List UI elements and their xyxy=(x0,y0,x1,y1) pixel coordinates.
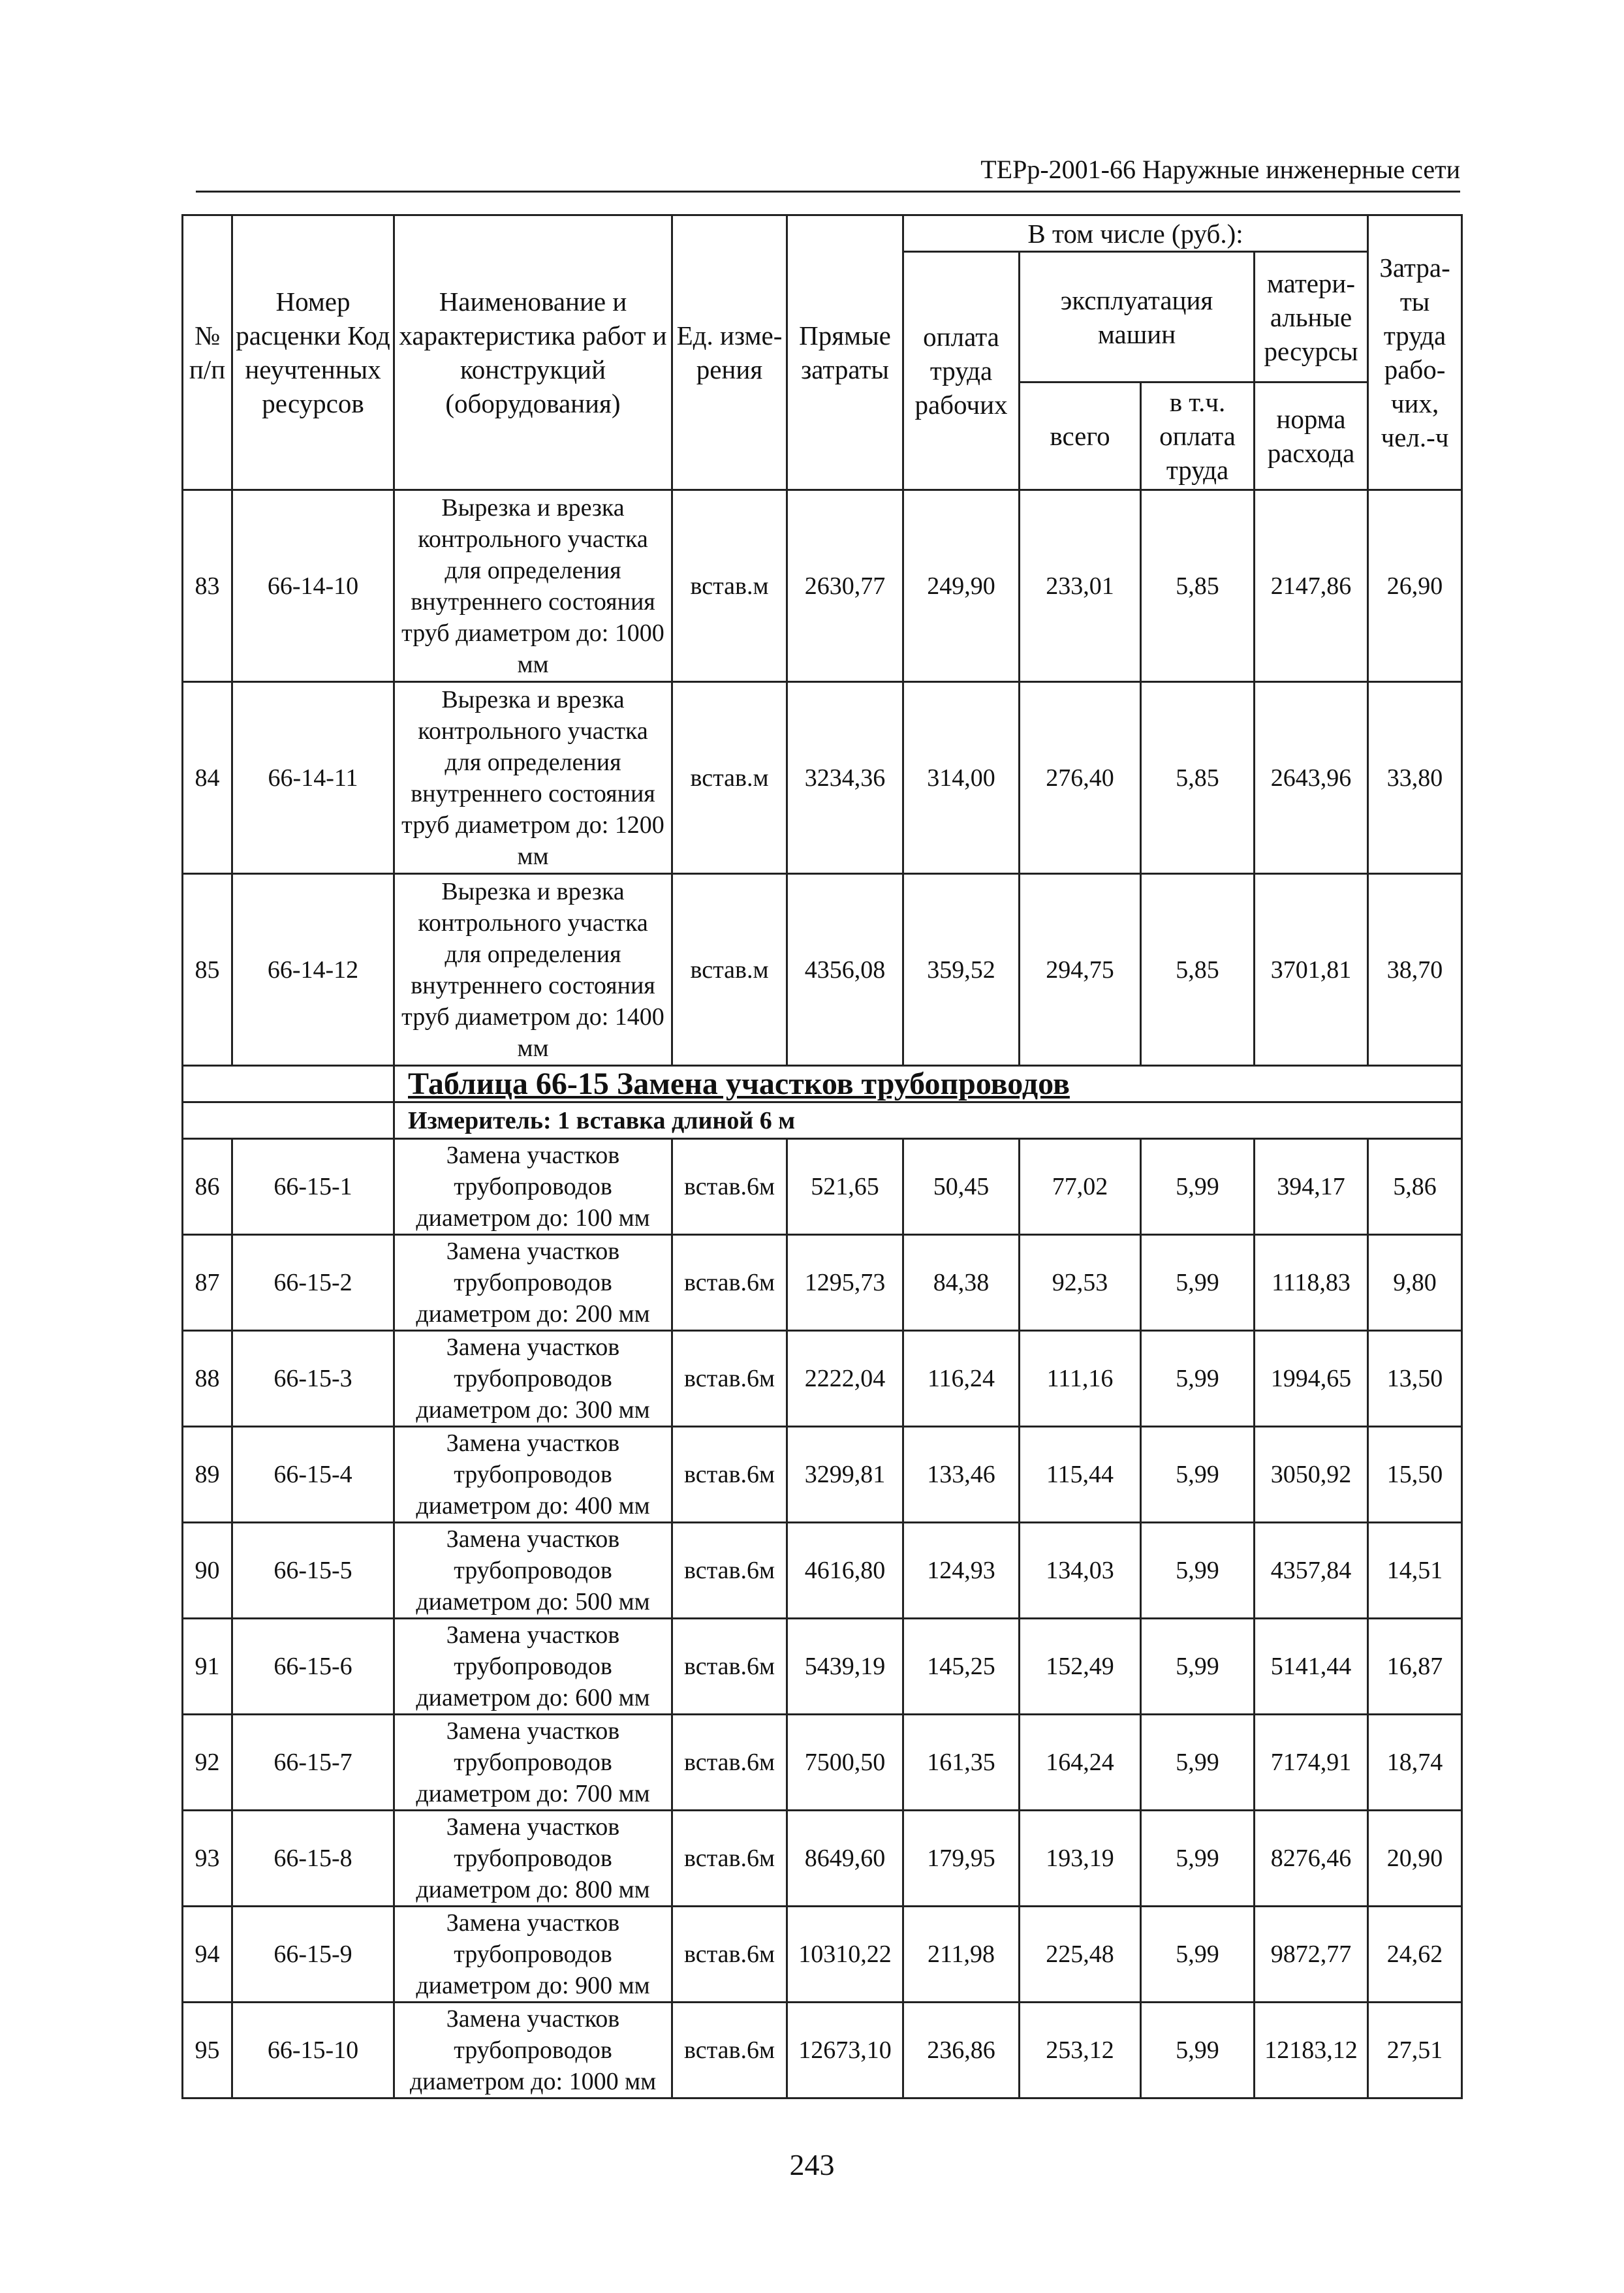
row-pay: 124,93 xyxy=(903,1523,1020,1619)
col-num-header: № п/п xyxy=(183,215,232,490)
row-direct: 5439,19 xyxy=(787,1619,903,1715)
row-num: 94 xyxy=(183,1907,232,2003)
row-num: 84 xyxy=(183,682,232,874)
row-mach-pay: 5,99 xyxy=(1141,1331,1255,1427)
row-name: Замена участков трубопроводов диаметром до: 700 мм xyxy=(394,1715,672,1811)
row-direct: 7500,50 xyxy=(787,1715,903,1811)
page-header-text: ТЕРр-2001-66 Наружные инженерные сети xyxy=(980,155,1460,184)
row-mach: 225,48 xyxy=(1020,1907,1141,2003)
row-mach-pay: 5,99 xyxy=(1141,1907,1255,2003)
row-pay: 50,45 xyxy=(903,1139,1020,1235)
row-mach-pay: 5,99 xyxy=(1141,1139,1255,1235)
row-direct: 521,65 xyxy=(787,1139,903,1235)
incl-header: В том числе (руб.): xyxy=(903,215,1368,252)
row-name: Замена участков трубопроводов диаметром до: 900 мм xyxy=(394,1907,672,2003)
row-unit: встав.6м xyxy=(672,1907,787,2003)
row-mat: 394,17 xyxy=(1255,1139,1368,1235)
row-mach-pay: 5,99 xyxy=(1141,1523,1255,1619)
row-code: 66-15-7 xyxy=(232,1715,394,1811)
row-code: 66-15-3 xyxy=(232,1331,394,1427)
row-code: 66-15-9 xyxy=(232,1907,394,2003)
row-mach-pay: 5,85 xyxy=(1141,682,1255,874)
row-pay: 133,46 xyxy=(903,1427,1020,1523)
row-mach-pay: 5,99 xyxy=(1141,1811,1255,1907)
row-mach-pay: 5,85 xyxy=(1141,874,1255,1066)
table-row xyxy=(183,1811,1462,1907)
row-mach: 253,12 xyxy=(1020,2003,1141,2098)
col-machines-header: эксплуатация машин xyxy=(1020,252,1255,382)
row-unit: встав.6м xyxy=(672,1811,787,1907)
row-mat: 2147,86 xyxy=(1255,490,1368,682)
row-mach: 193,19 xyxy=(1020,1811,1141,1907)
col-direct-header: Прямые затраты xyxy=(787,215,903,490)
row-mat: 9872,77 xyxy=(1255,1907,1368,2003)
row-name: Замена участков трубопроводов диаметром до: 500 мм xyxy=(394,1523,672,1619)
row-num: 92 xyxy=(183,1715,232,1811)
row-code: 66-14-12 xyxy=(232,874,394,1066)
row-pay: 359,52 xyxy=(903,874,1020,1066)
row-mach: 77,02 xyxy=(1020,1139,1141,1235)
row-name: Замена участков трубопроводов диаметром до: 600 мм xyxy=(394,1619,672,1715)
row-num: 89 xyxy=(183,1427,232,1523)
row-direct: 8649,60 xyxy=(787,1811,903,1907)
row-direct: 3234,36 xyxy=(787,682,903,874)
row-mat: 7174,91 xyxy=(1255,1715,1368,1811)
row-unit: встав.6м xyxy=(672,1331,787,1427)
col-labor-header: Затра-ты труда рабо-чих, чел.-ч xyxy=(1368,215,1462,490)
section-title: Таблица 66-15 Замена участков трубопроводов xyxy=(408,1066,1070,1101)
row-mach: 134,03 xyxy=(1020,1523,1141,1619)
row-pay: 145,25 xyxy=(903,1619,1020,1715)
row-unit: встав.м xyxy=(672,874,787,1066)
row-unit: встав.6м xyxy=(672,2003,787,2098)
row-pay: 211,98 xyxy=(903,1907,1020,2003)
row-num: 90 xyxy=(183,1523,232,1619)
row-mach: 294,75 xyxy=(1020,874,1141,1066)
row-labor: 33,80 xyxy=(1368,682,1462,874)
row-mach-pay: 5,99 xyxy=(1141,1235,1255,1331)
row-labor: 14,51 xyxy=(1368,1523,1462,1619)
row-mat: 1118,83 xyxy=(1255,1235,1368,1331)
row-labor: 20,90 xyxy=(1368,1811,1462,1907)
row-num: 88 xyxy=(183,1331,232,1427)
row-labor: 16,87 xyxy=(1368,1619,1462,1715)
col-mach-total-header: всего xyxy=(1020,382,1141,490)
row-name: Вырезка и врезка контрольного участка для определения внутреннего состояния труб диаметром до: 1200 мм xyxy=(394,682,672,874)
row-pay: 179,95 xyxy=(903,1811,1020,1907)
row-mat: 3701,81 xyxy=(1255,874,1368,1066)
col-norm-header: норма расхода xyxy=(1255,382,1368,490)
row-code: 66-15-5 xyxy=(232,1523,394,1619)
row-name: Замена участков трубопроводов диаметром до: 200 мм xyxy=(394,1235,672,1331)
rates-table xyxy=(181,214,1463,2099)
row-code: 66-15-4 xyxy=(232,1427,394,1523)
row-code: 66-15-10 xyxy=(232,2003,394,2098)
row-labor: 26,90 xyxy=(1368,490,1462,682)
table-header xyxy=(183,215,1462,490)
table-row xyxy=(183,2003,1462,2098)
row-direct: 12673,10 xyxy=(787,2003,903,2098)
row-code: 66-15-1 xyxy=(232,1139,394,1235)
row-unit: встав.6м xyxy=(672,1235,787,1331)
row-labor: 9,80 xyxy=(1368,1235,1462,1331)
row-unit: встав.м xyxy=(672,682,787,874)
row-unit: встав.6м xyxy=(672,1715,787,1811)
row-num: 85 xyxy=(183,874,232,1066)
row-mach: 115,44 xyxy=(1020,1427,1141,1523)
row-num: 95 xyxy=(183,2003,232,2098)
row-mach: 152,49 xyxy=(1020,1619,1141,1715)
row-mat: 2643,96 xyxy=(1255,682,1368,874)
col-code-header: Номер расценки Код неучтенных ресурсов xyxy=(232,215,394,490)
row-pay: 84,38 xyxy=(903,1235,1020,1331)
row-unit: встав.6м xyxy=(672,1619,787,1715)
table-row xyxy=(183,1331,1462,1427)
table-row xyxy=(183,1619,1462,1715)
table-row xyxy=(183,682,1462,874)
row-pay: 161,35 xyxy=(903,1715,1020,1811)
row-direct: 4616,80 xyxy=(787,1523,903,1619)
table-row xyxy=(183,1907,1462,2003)
row-name: Замена участков трубопроводов диаметром до: 400 мм xyxy=(394,1427,672,1523)
row-labor: 27,51 xyxy=(1368,2003,1462,2098)
row-num: 93 xyxy=(183,1811,232,1907)
row-unit: встав.6м xyxy=(672,1139,787,1235)
row-pay: 314,00 xyxy=(903,682,1020,874)
col-name-header: Наименование и характеристика работ и конструкций (оборудования) xyxy=(394,215,672,490)
col-pay-header: оплата труда рабочих xyxy=(903,252,1020,490)
col-materials-header: матери-альные ресурсы xyxy=(1255,252,1368,382)
row-unit: встав.м xyxy=(672,490,787,682)
row-name: Замена участков трубопроводов диаметром до: 100 мм xyxy=(394,1139,672,1235)
col-mach-pay-header: в т.ч. оплата труда xyxy=(1141,382,1255,490)
row-mat: 5141,44 xyxy=(1255,1619,1368,1715)
row-labor: 38,70 xyxy=(1368,874,1462,1066)
row-direct: 4356,08 xyxy=(787,874,903,1066)
row-code: 66-15-6 xyxy=(232,1619,394,1715)
row-mat: 4357,84 xyxy=(1255,1523,1368,1619)
row-mach: 233,01 xyxy=(1020,490,1141,682)
row-labor: 24,62 xyxy=(1368,1907,1462,2003)
col-unit-header: Ед. изме-рения xyxy=(672,215,787,490)
row-name: Замена участков трубопроводов диаметром до: 800 мм xyxy=(394,1811,672,1907)
row-mat: 3050,92 xyxy=(1255,1427,1368,1523)
row-num: 91 xyxy=(183,1619,232,1715)
row-unit: встав.6м xyxy=(672,1427,787,1523)
section-title-row xyxy=(183,1066,1462,1102)
row-mat: 8276,46 xyxy=(1255,1811,1368,1907)
row-direct: 3299,81 xyxy=(787,1427,903,1523)
row-num: 87 xyxy=(183,1235,232,1331)
row-name: Замена участков трубопроводов диаметром до: 1000 мм xyxy=(394,2003,672,2098)
row-code: 66-14-11 xyxy=(232,682,394,874)
row-mach: 164,24 xyxy=(1020,1715,1141,1811)
row-mach-pay: 5,85 xyxy=(1141,490,1255,682)
row-labor: 5,86 xyxy=(1368,1139,1462,1235)
row-mach-pay: 5,99 xyxy=(1141,1715,1255,1811)
row-mach-pay: 5,99 xyxy=(1141,1619,1255,1715)
row-direct: 2222,04 xyxy=(787,1331,903,1427)
page-header xyxy=(196,154,1460,193)
row-name: Вырезка и врезка контрольного участка для определения внутреннего состояния труб диаметром до: 1400 мм xyxy=(394,874,672,1066)
row-pay: 236,86 xyxy=(903,2003,1020,2098)
row-labor: 18,74 xyxy=(1368,1715,1462,1811)
row-unit: встав.6м xyxy=(672,1523,787,1619)
row-code: 66-15-2 xyxy=(232,1235,394,1331)
table-row xyxy=(183,1235,1462,1331)
row-mach: 111,16 xyxy=(1020,1331,1141,1427)
table-row xyxy=(183,1523,1462,1619)
row-mach-pay: 5,99 xyxy=(1141,2003,1255,2098)
measure-row xyxy=(183,1102,1462,1139)
row-mach: 276,40 xyxy=(1020,682,1141,874)
row-pay: 116,24 xyxy=(903,1331,1020,1427)
row-mach-pay: 5,99 xyxy=(1141,1427,1255,1523)
row-name: Замена участков трубопроводов диаметром до: 300 мм xyxy=(394,1331,672,1427)
row-code: 66-15-8 xyxy=(232,1811,394,1907)
table-row xyxy=(183,874,1462,1066)
row-mat: 1994,65 xyxy=(1255,1331,1368,1427)
page-number: 243 xyxy=(789,2148,835,2181)
row-direct: 1295,73 xyxy=(787,1235,903,1331)
row-pay: 249,90 xyxy=(903,490,1020,682)
table-row xyxy=(183,1427,1462,1523)
row-labor: 15,50 xyxy=(1368,1427,1462,1523)
row-num: 83 xyxy=(183,490,232,682)
table-row xyxy=(183,1715,1462,1811)
row-labor: 13,50 xyxy=(1368,1331,1462,1427)
row-name: Вырезка и врезка контрольного участка для определения внутреннего состояния труб диаметром до: 1000 мм xyxy=(394,490,672,682)
row-num: 86 xyxy=(183,1139,232,1235)
table-row xyxy=(183,490,1462,682)
measure-text: Измеритель: 1 вставка длиной 6 м xyxy=(394,1102,1462,1139)
row-mat: 12183,12 xyxy=(1255,2003,1368,2098)
row-mach: 92,53 xyxy=(1020,1235,1141,1331)
table-row xyxy=(183,1139,1462,1235)
row-direct: 10310,22 xyxy=(787,1907,903,2003)
row-direct: 2630,77 xyxy=(787,490,903,682)
row-code: 66-14-10 xyxy=(232,490,394,682)
